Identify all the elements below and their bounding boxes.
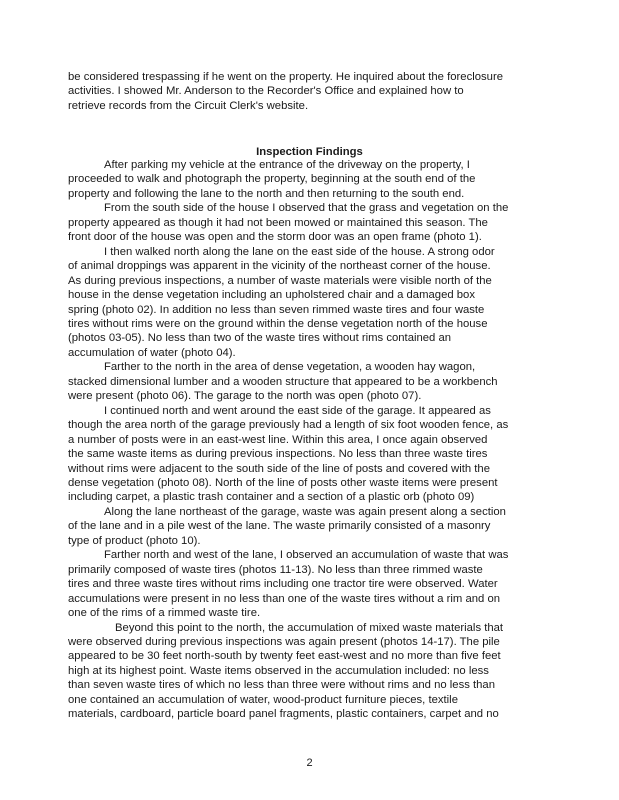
text-line: materials, cardboard, particle board panel fragments, plastic containers, carpet and no — [68, 708, 499, 721]
text-line: spring (photo 02). In addition no less than seven rimmed waste tires and four waste — [68, 303, 485, 316]
text-line: high at its highest point. Waste items observed in the accumulation included: no less — [68, 664, 489, 677]
text-line: stacked dimensional lumber and a wooden structure that appeared to be a workbench — [68, 375, 498, 388]
text-line: tires and three waste tires without rims including one tractor tire were observed. Water — [68, 578, 498, 591]
text-line: I then walked north along the lane on the east side of the house. A strong odor — [104, 245, 495, 258]
text-line: As during previous inspections, a number of waste materials were visible north of the — [68, 274, 492, 287]
text-line: were present (photo 06). The garage to the north was open (photo 07). — [68, 390, 422, 403]
intro-paragraph — [68, 70, 568, 113]
text-line: property and following the lane to the north and then returning to the south end. — [68, 187, 465, 200]
text-line: From the south side of the house I observed that the grass and vegetation on the — [104, 202, 509, 215]
text-line: though the area north of the garage previously had a length of six foot wooden fence, as — [68, 419, 509, 432]
text-line: primarily composed of waste tires (photos 11-13). No less than three rimmed waste — [68, 563, 483, 576]
text-line: front door of the house was open and the storm door was an open frame (photo 1). — [68, 231, 482, 244]
text-line: be considered trespassing if he went on the property. He inquired about the foreclosure — [68, 71, 503, 83]
text-line: house in the dense vegetation including an upholstered chair and a damaged box — [68, 289, 475, 302]
text-line: type of product (photo 10). — [68, 534, 201, 547]
text-line: Along the lane northeast of the garage, waste was again present along a section — [104, 505, 506, 518]
text-line: retrieve records from the Circuit Clerk's website. — [68, 99, 309, 112]
text-line: including carpet, a plastic trash container and a section of a plastic orb (photo 09) — [68, 491, 475, 504]
text-line: property appeared as though it had not been mowed or maintained this season. The — [68, 216, 488, 229]
text-line: tires without rims were on the ground within the dense vegetation north of the house — [68, 317, 488, 330]
page-number: 2 — [306, 757, 313, 769]
text-line: the same waste items as during previous inspections. No less than three waste tires — [68, 448, 488, 461]
text-line: Farther north and west of the lane, I observed an accumulation of waste that was — [104, 549, 509, 562]
section-heading: Inspection Findings — [256, 146, 363, 158]
text-line: one contained an accumulation of water, wood-product furniture pieces, textile — [68, 693, 458, 706]
text-line: I continued north and went around the east side of the garage. It appeared as — [104, 404, 491, 417]
text-line: proceeded to walk and photograph the property, beginning at the south end of the — [68, 173, 476, 186]
inspection-findings-body — [68, 158, 568, 722]
text-line: one of the rims of a rimmed waste tire. — [68, 607, 261, 620]
text-line: accumulations were present in no less than one of the waste tires without a rim and on — [68, 592, 501, 605]
text-line: of animal droppings was apparent in the vicinity of the northeast corner of the house. — [68, 260, 491, 273]
text-line: without rims were adjacent to the south side of the line of posts and covered with the — [68, 462, 490, 475]
text-line: dense vegetation (photo 08). North of the line of posts other waste items were present — [68, 476, 498, 489]
text-line: a number of posts were in an east-west line. Within this area, I once again observed — [68, 433, 488, 446]
text-line: accumulation of water (photo 04). — [68, 346, 236, 359]
text-line: were observed during previous inspections was again present (photos 14-17). The pile — [68, 635, 500, 648]
text-line: activities. I showed Mr. Anderson to the Recorder's Office and explained how to — [68, 85, 464, 98]
text-line: of the lane and in a pile west of the lane. The waste primarily consisted of a masonry — [68, 520, 491, 533]
text-line: Beyond this point to the north, the accumulation of mixed waste materials that — [115, 621, 504, 634]
text-line: Farther to the north in the area of dense vegetation, a wooden hay wagon, — [104, 361, 476, 374]
text-line: than seven waste tires of which no less than three were without rims and no less than — [68, 679, 495, 692]
text-line: After parking my vehicle at the entrance of the driveway on the property, I — [104, 159, 470, 171]
text-line: appeared to be 30 feet north-south by twenty feet east-west and no more than five feet — [68, 650, 501, 663]
text-line: (photos 03-05). No less than two of the waste tires without rims contained an — [68, 332, 452, 345]
